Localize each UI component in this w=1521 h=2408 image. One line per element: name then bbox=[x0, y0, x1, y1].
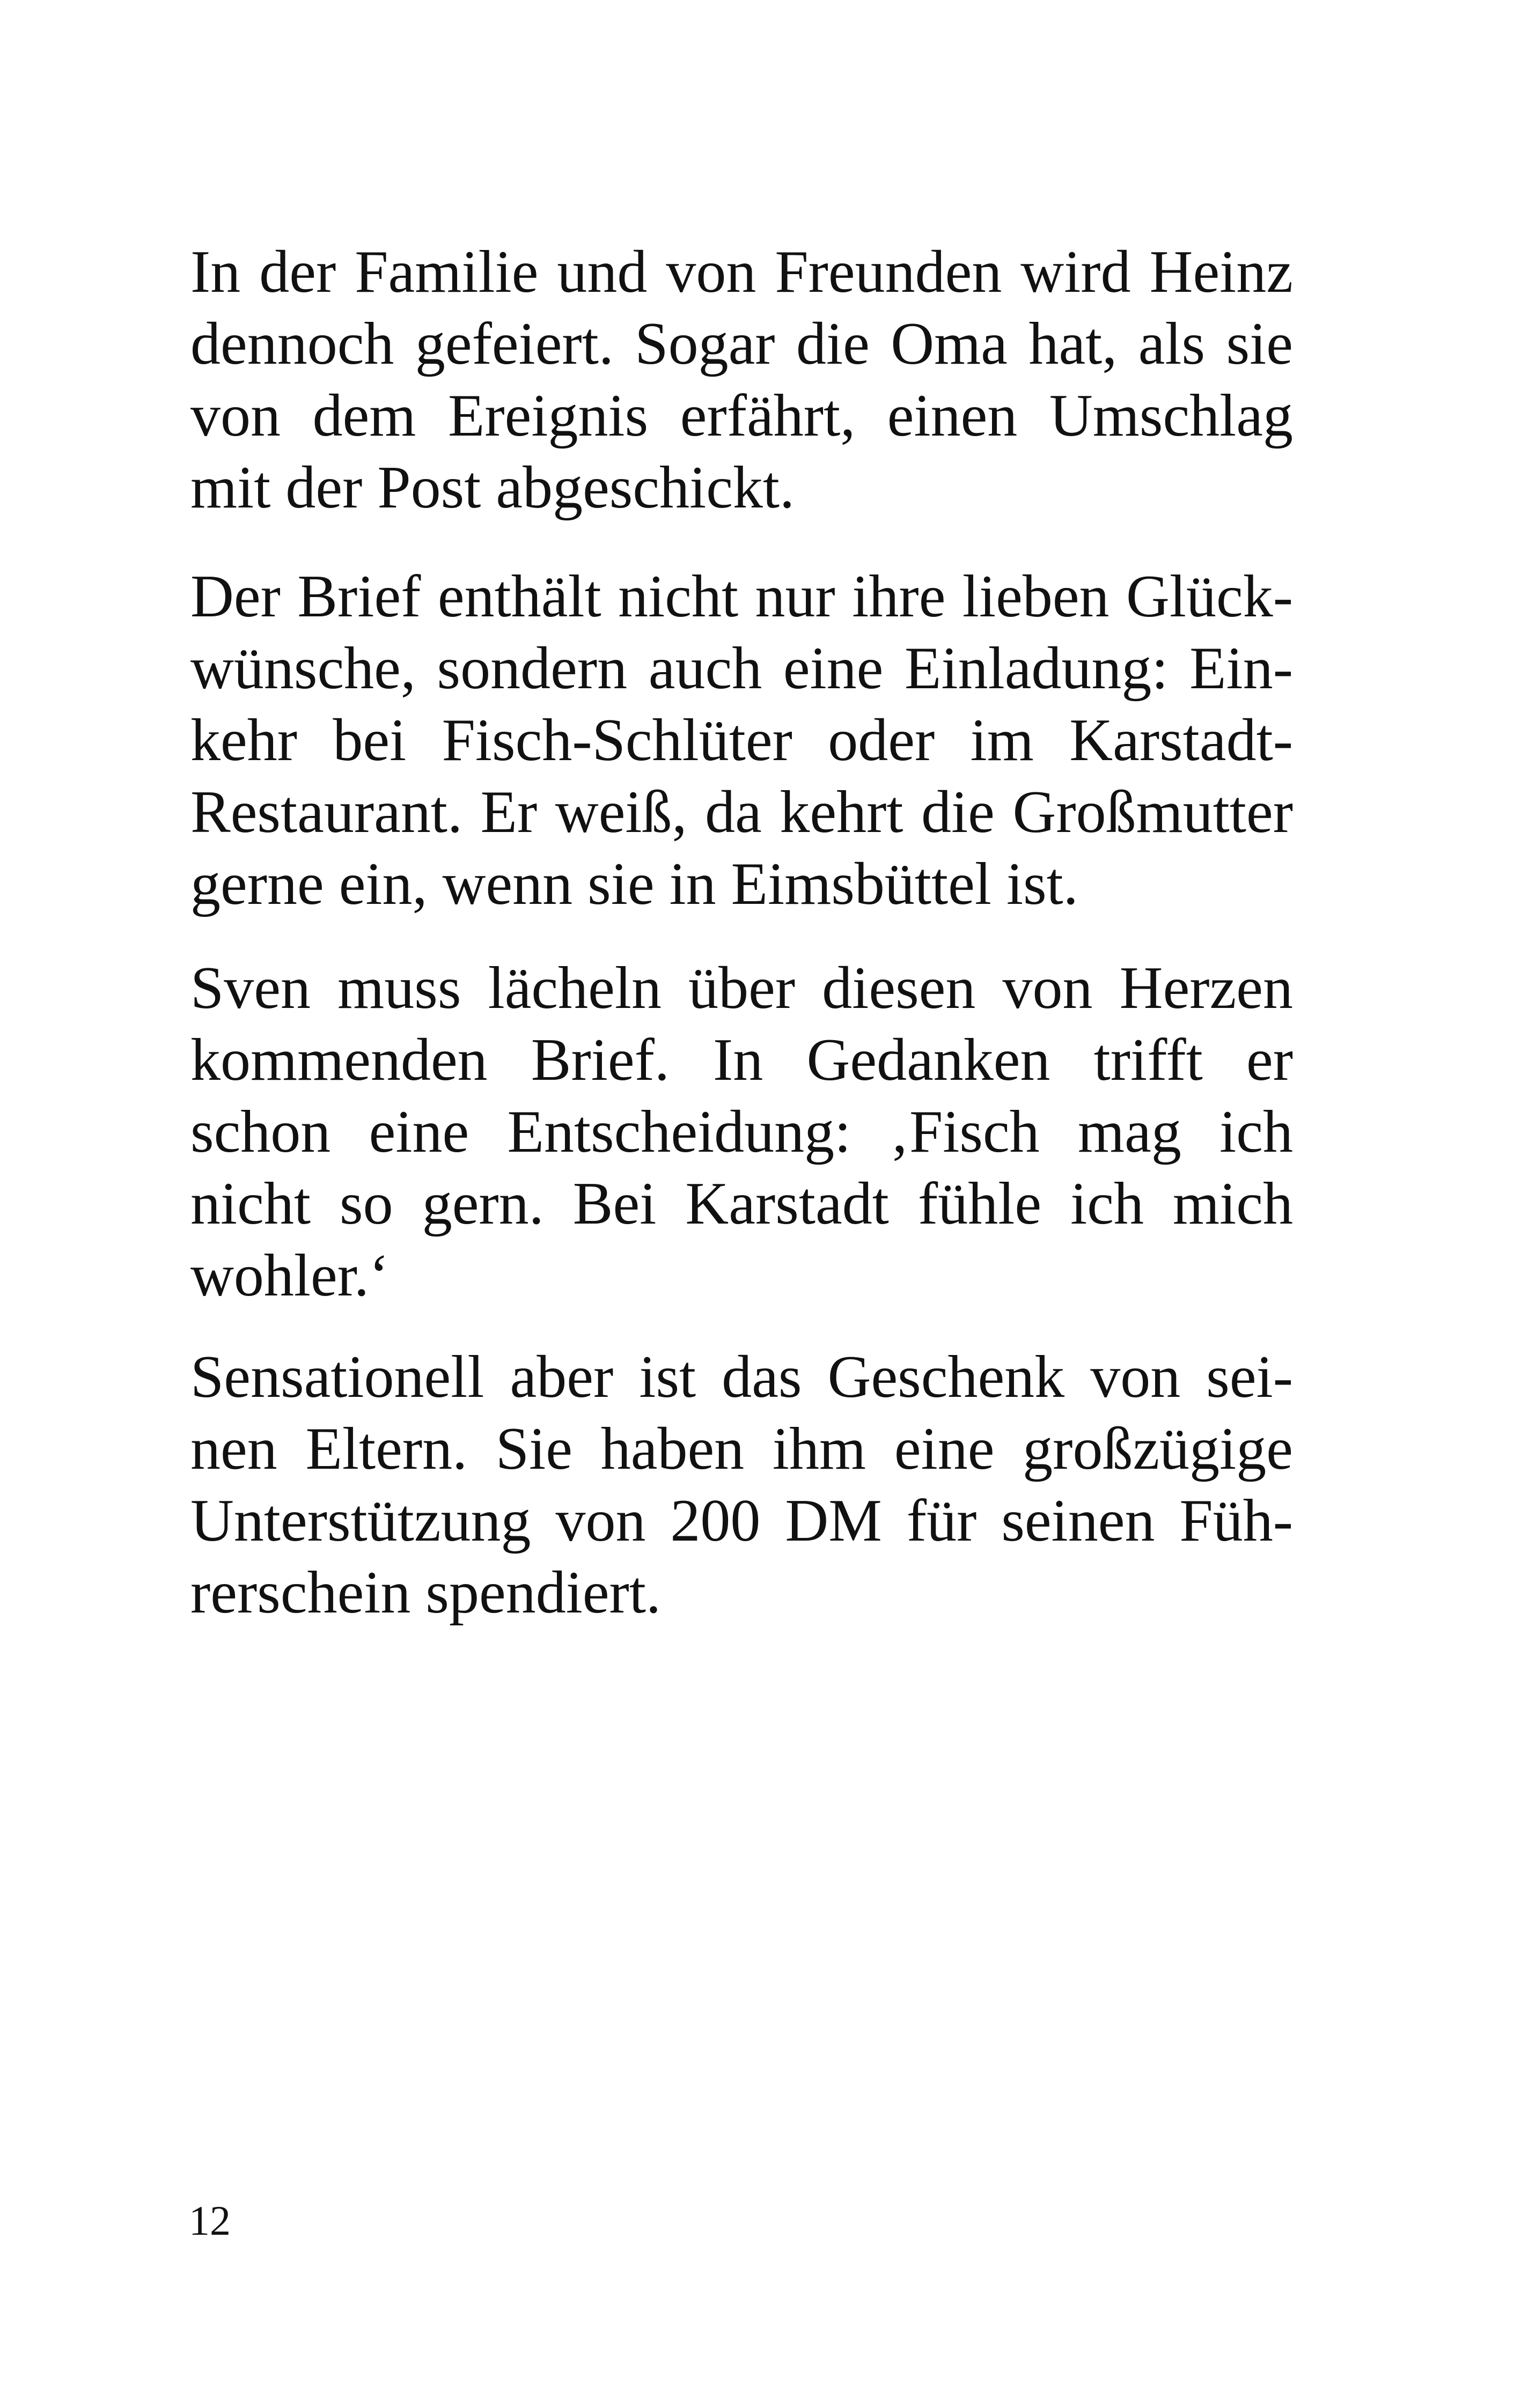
paragraph-3 bbox=[190, 952, 1293, 1312]
text-line: kommenden Brief. In Gedanken trifft er bbox=[190, 1027, 1293, 1093]
text-line: dennoch gefeiert. Sogar die Oma hat, als sie bbox=[190, 311, 1293, 377]
text-line: kehr bei Fisch-Schlüter oder im Karstadt- bbox=[190, 707, 1293, 774]
text-line: Unterstützung von 200 DM für seinen Füh- bbox=[190, 1487, 1293, 1554]
text-line: mit der Post abgeschickt. bbox=[190, 454, 795, 521]
text-line: nicht so gern. Bei Karstadt fühle ich mich bbox=[190, 1170, 1293, 1237]
text-line: nen Eltern. Sie haben ihm eine großzügige bbox=[190, 1416, 1293, 1482]
text-line: rerschein spendiert. bbox=[190, 1559, 661, 1626]
text-line: wünsche, sondern auch eine Einladung: Ein- bbox=[190, 635, 1293, 702]
text-line: schon eine Entscheidung: ‚Fisch mag ich bbox=[190, 1099, 1293, 1165]
page-number: 12 bbox=[189, 2197, 231, 2244]
text-line: von dem Ereignis erfährt, einen Umschlag bbox=[190, 382, 1293, 449]
text-line: wohler.‘ bbox=[190, 1242, 390, 1309]
paragraph-2 bbox=[190, 561, 1293, 920]
text-line: Sensationell aber ist das Geschenk von sei- bbox=[190, 1344, 1293, 1410]
text-line: Sven muss lächeln über diesen von Herzen bbox=[190, 955, 1293, 1021]
paragraph-1 bbox=[190, 236, 1293, 524]
text-line: gerne ein, wenn sie in Eimsbüttel ist. bbox=[190, 851, 1078, 917]
paragraph-4 bbox=[190, 1341, 1293, 1629]
text-line: Restaurant. Er weiß, da kehrt die Großmutter bbox=[190, 779, 1293, 845]
text-line: In der Familie und von Freunden wird Heinz bbox=[190, 239, 1293, 305]
text-line: Der Brief enthält nicht nur ihre lieben Glück- bbox=[190, 563, 1293, 630]
